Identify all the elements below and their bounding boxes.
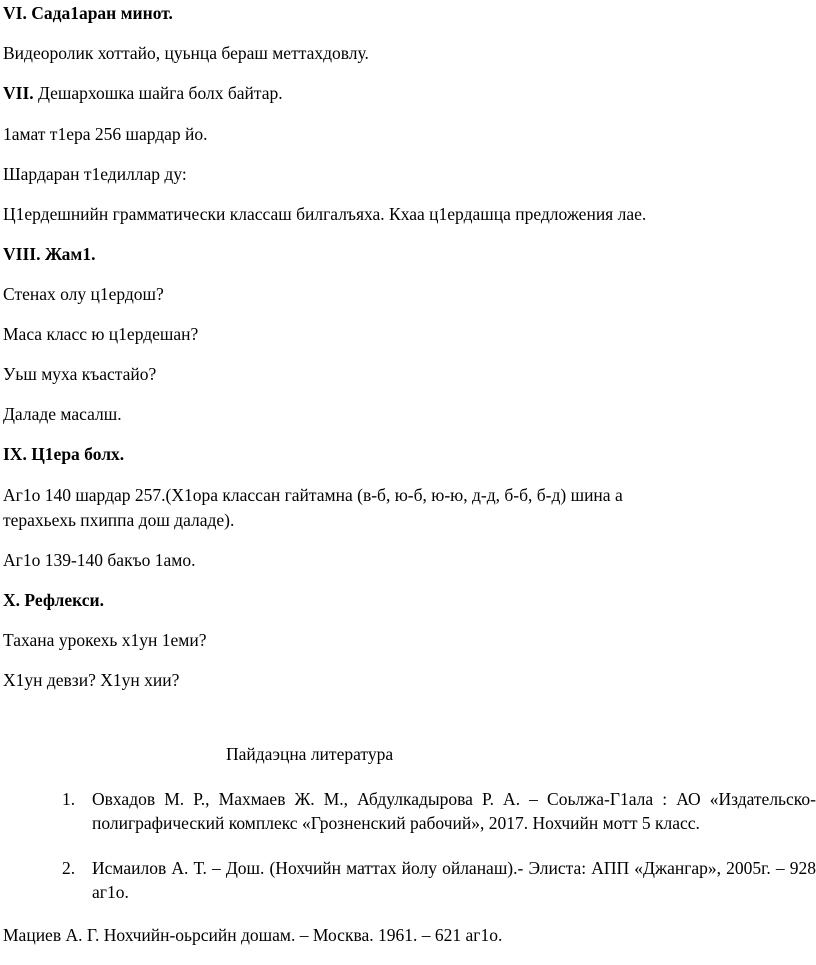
section-8-question-1: Стенах олу ц1ердош? <box>3 284 164 304</box>
section-9-heading: IX. Ц1ера болх. <box>3 444 125 464</box>
section-9-rule: Аг1о 139-140 бакъо 1амо. <box>3 550 196 570</box>
section-6-text: Видеоролик хоттайо, цуьнца бераш меттахдовлу. <box>3 43 369 63</box>
literature-item-number: 2. <box>62 858 76 878</box>
section-7-task: 1амат т1ера 256 шардар йо. <box>3 124 208 144</box>
section-8-question-3: Уьш муха къастайо? <box>3 364 157 384</box>
section-6-heading: VI. Сада1аран минот. <box>3 3 173 23</box>
section-9-homework-line-2: терахьехь пхиппа дош даладе). <box>3 510 235 530</box>
literature-item-number: 1. <box>62 789 76 809</box>
literature-title: Пайдаэцна литература <box>226 744 394 764</box>
section-7-heading <box>3 82 283 106</box>
section-9-homework-line-1: Аг1о 140 шардар 257.(Х1ора классан гайтамна (в-б, ю-б, ю-ю, д-д, б-б, б-д) шина а <box>3 485 623 505</box>
literature-item <box>62 857 816 904</box>
literature-item-text: Исмаилов А. Т. – Дош. (Нохчийн маттах йолу ойланаш).- Элиста: АПП «Джангар», 2005г. – 928 аг1о. <box>92 858 816 902</box>
literature-item-text: Овхадов М. Р., Махмаев Ж. М., Абдулкадырова Р. А. – Соьлжа-Г1ала : АО «Издательско-полиграфический комплекс «Грозненский рабочий», 2017. Нохчийн мотт 5 класс. <box>92 789 816 833</box>
literature-extra: Мациев А. Г. Нохчийн-оьрсийн дошам. – Москва. 1961. – 621 аг1о. <box>3 925 503 945</box>
section-7-number: VII. <box>3 83 34 103</box>
section-8-question-2: Маса класс ю ц1ердешан? <box>3 324 199 344</box>
section-7-condition: Шардаран т1едиллар ду: <box>3 164 187 184</box>
section-7-title: Дешархошка шайга болх байтар. <box>38 83 283 103</box>
literature-item <box>62 788 816 835</box>
section-10-heading: X. Рефлекси. <box>3 590 104 610</box>
section-8-question-4: Даладе масалш. <box>3 404 122 424</box>
section-7-instruction: Ц1ердешнийн грамматически классаш билгалъяха. Кхаа ц1ердашца предложения лае. <box>3 204 647 224</box>
section-8-heading: VIII. Жам1. <box>3 244 96 264</box>
section-10-question-1: Тахана урокехь х1ун 1еми? <box>3 630 207 650</box>
section-10-question-2: Х1ун девзи? Х1ун хии? <box>3 670 180 690</box>
